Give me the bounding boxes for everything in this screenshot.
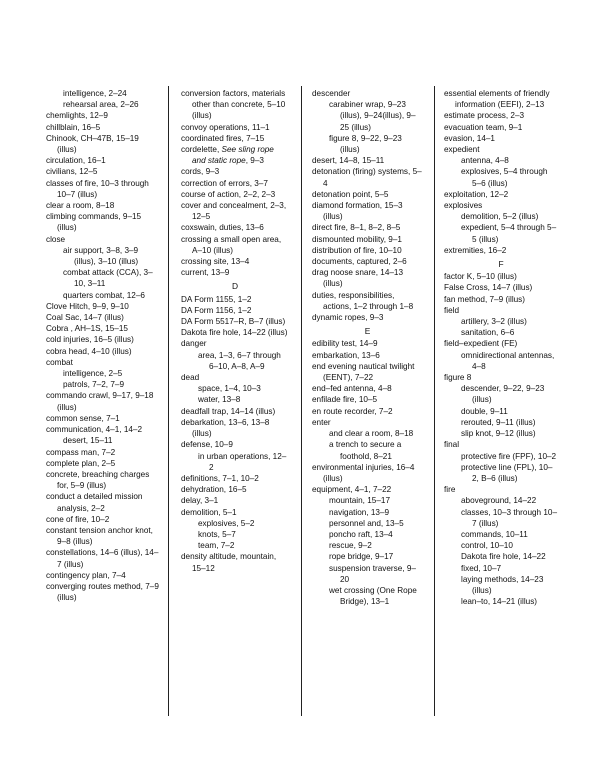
index-subentry	[444, 350, 558, 372]
index-entry	[181, 222, 289, 233]
index-subentry	[444, 211, 558, 222]
entry-text: poncho raft, 13–4	[329, 529, 393, 539]
index-subentry	[444, 551, 558, 562]
index-subentry	[444, 327, 558, 338]
entry-text: and clear a room, 8–18	[329, 429, 414, 439]
index-entry	[46, 514, 160, 525]
index-entry	[444, 144, 558, 155]
index-entry	[181, 417, 289, 439]
index-entry	[181, 327, 289, 338]
entry-text: protective fire (FPF), 10–2	[461, 451, 557, 461]
index-entry	[46, 424, 160, 435]
index-entry	[181, 495, 289, 506]
index-entry	[181, 166, 289, 177]
entry-text: danger	[181, 339, 207, 349]
index-entry	[444, 133, 558, 144]
section-letter: E	[364, 326, 371, 337]
entry-text: detonation (firing) systems, 5–4	[312, 167, 422, 188]
index-subentry	[444, 166, 558, 188]
index-subentry	[444, 495, 558, 506]
index-entry	[444, 484, 558, 495]
entry-text: end evening nautical twilight (EENT), 7–22	[312, 361, 415, 383]
index-entry	[46, 469, 160, 491]
entry-text: mountain, 15–17	[329, 496, 390, 506]
index-entry	[46, 390, 160, 412]
index-entry	[444, 305, 558, 316]
index-entry	[312, 222, 423, 233]
index-entry	[312, 290, 423, 312]
entry-text: rope bridge, 9–17	[329, 552, 394, 562]
index-entry	[312, 394, 423, 405]
index-entry	[312, 189, 423, 200]
index-subentry	[312, 133, 423, 155]
entry-text: detonation point, 5–5	[312, 189, 389, 199]
index-subentry	[46, 435, 160, 446]
index-subentry	[312, 518, 423, 529]
entry-text: Coal Sac, 14–7 (illus)	[46, 313, 124, 323]
index-entry	[46, 570, 160, 581]
entry-text: fire	[444, 485, 456, 495]
index-entry	[181, 189, 289, 200]
index-subentry	[312, 563, 423, 585]
entry-text: descender, 9–22, 9–23 (illus)	[461, 384, 545, 405]
index-entry	[181, 122, 289, 133]
entry-text: fixed, 10–7	[461, 563, 502, 573]
entry-text: communication, 4–1, 14–2	[46, 425, 143, 435]
index-entry	[46, 491, 160, 513]
entry-text: classes of fire, 10–3 through 10–7 (illus)	[46, 178, 149, 199]
entry-text: combat attack (CCA), 3–10, 3–11	[63, 268, 153, 289]
entry-text: water, 13–8	[198, 395, 241, 405]
entry-text: figure 8, 9–22, 9–23 (illus)	[329, 133, 402, 155]
section-letter: F	[498, 259, 504, 270]
entry-see-reference: See sling rope and static rope	[192, 145, 274, 166]
entry-text: coxswain, duties, 13–6	[181, 223, 264, 233]
column-divider	[434, 86, 435, 716]
entry-text: in urban operations, 12–2	[198, 451, 287, 472]
index-entry	[312, 361, 423, 383]
entry-text: definitions, 7–1, 10–2	[181, 473, 259, 483]
index-subentry	[444, 462, 558, 484]
index-subentry	[444, 155, 558, 166]
entry-text: desert, 14–8, 15–11	[312, 156, 385, 166]
index-subentry	[46, 290, 160, 301]
index-subentry	[181, 540, 289, 551]
entry-text: lean–to, 14–21 (illus)	[461, 597, 538, 607]
index-entry	[181, 267, 289, 278]
entry-text: field–expedient (FE)	[444, 339, 518, 349]
index-subentry	[444, 507, 558, 529]
index-subentry	[444, 451, 558, 462]
index-subentry	[46, 245, 160, 267]
index-entry	[181, 406, 289, 417]
entry-text: embarkation, 13–6	[312, 350, 380, 360]
entry-text: descender	[312, 89, 351, 98]
index-entry	[46, 312, 160, 323]
section-letter: D	[231, 281, 239, 292]
entry-text: aboveground, 14–22	[461, 496, 537, 506]
index-subentry	[444, 540, 558, 551]
index-entry	[444, 200, 558, 211]
entry-text: DA Form 1156, 1–2	[181, 305, 252, 315]
index-entry	[181, 88, 289, 122]
index-entry	[444, 88, 558, 110]
entry-text: converging routes method, 7–9 (illus)	[46, 581, 159, 603]
index-entry	[312, 166, 423, 188]
entry-text: commando crawl, 9–17, 9–18 (illus)	[46, 391, 154, 412]
index-entry	[312, 462, 423, 484]
index-subentry	[444, 417, 558, 428]
index-column-1	[46, 88, 160, 603]
entry-text: correction of errors, 3–7	[181, 178, 268, 188]
index-column-2	[181, 88, 289, 574]
entry-text: final	[444, 440, 460, 450]
entry-text-tail: , 9–3	[245, 156, 264, 166]
entry-text: intelligence, 2–5	[63, 369, 123, 379]
entry-text: exploitation, 12–2	[444, 189, 509, 199]
entry-text: navigation, 13–9	[329, 507, 390, 517]
entry-text: rescue, 9–2	[329, 541, 372, 551]
index-subentry	[444, 563, 558, 574]
entry-text: space, 1–4, 10–3	[198, 384, 261, 394]
index-entry	[46, 211, 160, 233]
index-entry	[181, 305, 289, 316]
index-entry	[312, 383, 423, 394]
index-subentry	[312, 585, 423, 607]
index-entry	[46, 234, 160, 245]
index-entry	[181, 256, 289, 267]
entry-text: en route recorder, 7–2	[312, 406, 393, 416]
index-entry	[46, 323, 160, 334]
index-subentry	[181, 383, 289, 394]
index-subentry	[312, 99, 423, 133]
index-entry	[444, 282, 558, 293]
entry-text: intelligence, 2–24	[63, 89, 127, 98]
entry-text: crossing a small open area, A–10 (illus)	[181, 234, 282, 255]
entry-text: classes, 10–3 through 10–7 (illus)	[461, 507, 558, 528]
entry-text: complete plan, 2–5	[46, 458, 116, 468]
index-subentry	[312, 551, 423, 562]
entry-text: explosives, 5–2	[198, 518, 255, 528]
entry-text: dismounted mobility, 9–1	[312, 234, 402, 244]
entry-text: Clove Hitch, 9–9, 9–10	[46, 301, 129, 311]
entry-text: omnidirectional antennas, 4–8	[461, 350, 555, 371]
index-entry	[312, 312, 423, 323]
index-entry	[444, 439, 558, 450]
index-subentry	[444, 316, 558, 327]
index-entry	[181, 316, 289, 327]
entry-text: debarkation, 13–6, 13–8 (illus)	[181, 417, 270, 439]
entry-text: chillblain, 16–5	[46, 122, 101, 132]
index-entry	[312, 267, 423, 289]
index-entry	[46, 581, 160, 603]
index-entry	[312, 484, 423, 495]
entry-text: constellations, 14–6 (illus), 14–7 (illus)	[46, 548, 159, 569]
index-entry	[46, 547, 160, 569]
index-entry	[46, 166, 160, 177]
entry-text: environmental injuries, 16–4 (illus)	[312, 462, 415, 483]
entry-text: evacuation team, 9–1	[444, 122, 523, 132]
entry-text: civilians, 12–5	[46, 167, 98, 177]
index-subentry	[444, 574, 558, 596]
index-entry	[46, 346, 160, 357]
entry-text: end–fed antenna, 4–8	[312, 384, 392, 394]
entry-text: cone of fire, 10–2	[46, 514, 110, 524]
entry-text: carabiner wrap, 9–23 (illus), 9–24(illus), 9–25 (illus)	[329, 100, 416, 132]
index-entry	[181, 133, 289, 144]
entry-text: direct fire, 8–1, 8–2, 8–5	[312, 223, 401, 233]
entry-text: antenna, 4–8	[461, 156, 509, 166]
index-entry	[181, 178, 289, 189]
entry-text: demolition, 5–2 (illus)	[461, 212, 539, 222]
index-entry	[46, 301, 160, 312]
index-subentry	[46, 379, 160, 390]
entry-text: convoy operations, 11–1	[181, 122, 270, 132]
entry-text: equipment, 4–1, 7–22	[312, 485, 392, 495]
entry-text: close	[46, 234, 66, 244]
entry-text: documents, captured, 2–6	[312, 257, 407, 267]
index-subentry	[181, 529, 289, 540]
entry-text: distribution of fire, 10–10	[312, 245, 402, 255]
index-subentry	[181, 451, 289, 473]
index-entry	[181, 200, 289, 222]
index-entry	[444, 110, 558, 121]
entry-text: laying methods, 14–23 (illus)	[461, 574, 544, 595]
index-subentry	[444, 596, 558, 607]
index-entry	[46, 178, 160, 200]
index-subentry	[444, 529, 558, 540]
entry-text: rerouted, 9–11 (illus)	[461, 417, 536, 427]
index-entry	[312, 245, 423, 256]
entry-text: concrete, breaching charges for, 5–9 (illus)	[46, 469, 150, 491]
entry-text: DA Form 5517–R, B–7 (illus)	[181, 317, 286, 327]
entry-text: evasion, 14–1	[444, 133, 495, 143]
index-entry	[181, 551, 289, 573]
entry-text: coordinated fires, 7–15	[181, 133, 265, 143]
entry-text: current, 13–9	[181, 268, 230, 278]
index-entry	[46, 357, 160, 368]
entry-text: team, 7–2	[198, 541, 235, 551]
entry-text: knots, 5–7	[198, 529, 236, 539]
index-entry	[181, 484, 289, 495]
index-subentry	[312, 540, 423, 551]
entry-text: enfilade fire, 10–5	[312, 395, 378, 405]
index-entry	[312, 234, 423, 245]
index-subentry	[181, 518, 289, 529]
entry-text: commands, 10–11	[461, 529, 528, 539]
index-subentry	[181, 350, 289, 372]
index-entry	[181, 338, 289, 349]
entry-text: estimate process, 2–3	[444, 111, 525, 121]
entry-text: cold injuries, 16–5 (illus)	[46, 335, 134, 345]
entry-text: quarters combat, 12–6	[63, 290, 145, 300]
entry-text: constant tension anchor knot, 9–8 (illus)	[46, 525, 153, 547]
index-entry	[181, 144, 289, 166]
entry-text: cobra head, 4–10 (illus)	[46, 346, 132, 356]
entry-text: area, 1–3, 6–7 through 6–10, A–8, A–9	[198, 350, 281, 371]
entry-text: double, 9–11	[461, 406, 508, 416]
entry-text: contingency plan, 7–4	[46, 570, 126, 580]
index-subentry	[312, 529, 423, 540]
index-entry	[312, 200, 423, 222]
index-subentry	[181, 394, 289, 405]
index-entry	[46, 133, 160, 155]
entry-text: air support, 3–8, 3–9 (illus), 3–10 (illus)	[63, 245, 139, 267]
entry-text: explosives, 5–4 through 5–6 (illus)	[461, 167, 548, 188]
index-entry	[181, 439, 289, 450]
entry-text: Dakota fire hole, 14–22 (illus)	[181, 328, 288, 338]
entry-text: Chinook, CH–47B, 15–19 (illus)	[46, 133, 139, 155]
entry-text: dehydration, 16–5	[181, 485, 247, 495]
index-entry	[181, 294, 289, 305]
entry-text: duties, responsibilities, actions, 1–2 through 1–8	[312, 290, 414, 311]
index-entry	[46, 110, 160, 121]
entry-text: circulation, 16–1	[46, 156, 106, 166]
entry-text: expedient, 5–4 through 5–5 (illus)	[461, 223, 557, 244]
index-subentry	[46, 267, 160, 289]
entry-text: Cobra , AH–1S, 15–15	[46, 324, 128, 334]
entry-text: wet crossing (One Rope Bridge), 13–1	[329, 585, 417, 607]
entry-text: expedient	[444, 145, 480, 155]
index-column-4	[444, 88, 558, 607]
index-subentry	[46, 88, 160, 99]
entry-text: explosives	[444, 201, 483, 211]
index-entry	[444, 245, 558, 256]
index-entry	[444, 294, 558, 305]
index-entry	[46, 525, 160, 547]
index-subentry	[444, 428, 558, 439]
entry-text: conduct a detailed mission analysis, 2–2	[46, 492, 143, 513]
index-entry	[444, 189, 558, 200]
entry-text: patrols, 7–2, 7–9	[63, 380, 124, 390]
index-subentry	[46, 99, 160, 110]
index-entry	[312, 338, 423, 349]
entry-text: extremities, 16–2	[444, 245, 507, 255]
column-divider	[301, 86, 302, 716]
index-entry	[181, 473, 289, 484]
entry-text: fan method, 7–9 (illus)	[444, 294, 526, 304]
index-entry	[181, 234, 289, 256]
entry-text: field	[444, 305, 460, 315]
index-entry	[312, 350, 423, 361]
entry-text: cordelette,	[181, 145, 222, 155]
index-entry	[46, 447, 160, 458]
index-entry	[444, 338, 558, 349]
entry-text: clear a room, 8–18	[46, 201, 115, 211]
index-subentry	[444, 383, 558, 405]
index-entry	[46, 458, 160, 469]
entry-text: Dakota fire hole, 14–22	[461, 552, 546, 562]
entry-text: False Cross, 14–7 (illus)	[444, 283, 533, 293]
entry-text: desert, 15–11	[63, 436, 113, 446]
entry-text: defense, 10–9	[181, 440, 233, 450]
index-entry	[444, 122, 558, 133]
entry-text: climbing commands, 9–15 (illus)	[46, 212, 142, 233]
entry-text: DA Form 1155, 1–2	[181, 294, 252, 304]
index-entry	[46, 122, 160, 133]
entry-text: artillery, 3–2 (illus)	[461, 317, 527, 327]
entry-text: compass man, 7–2	[46, 447, 116, 457]
index-entry	[444, 271, 558, 282]
entry-text: dynamic ropes, 9–3	[312, 313, 384, 323]
entry-text: chemlights, 12–9	[46, 111, 108, 121]
entry-text: demolition, 5–1	[181, 507, 237, 517]
index-entry	[46, 155, 160, 166]
entry-text: delay, 3–1	[181, 496, 219, 506]
entry-text: deadfall trap, 14–14 (illus)	[181, 406, 276, 416]
index-entry	[46, 413, 160, 424]
entry-text: combat	[46, 357, 73, 367]
entry-text: dead	[181, 373, 200, 383]
index-entry	[181, 372, 289, 383]
entry-text: essential elements of friendly information (EEFI), 2–13	[444, 89, 550, 110]
entry-text: density altitude, mountain, 15–12	[181, 552, 277, 573]
entry-text: diamond formation, 15–3 (illus)	[312, 201, 403, 222]
entry-text: a trench to secure a foothold, 8–21	[329, 440, 402, 461]
index-subentry	[444, 406, 558, 417]
entry-text: conversion factors, materials other than concrete, 5–10 (illus)	[181, 89, 286, 121]
index-subentry	[444, 222, 558, 244]
entry-text: figure 8	[444, 373, 472, 383]
entry-text: common sense, 7–1	[46, 413, 120, 423]
entry-text: slip knot, 9–12 (illus)	[461, 429, 536, 439]
index-entry	[181, 507, 289, 518]
entry-text: course of action, 2–2, 2–3	[181, 189, 276, 199]
entry-text: edibility test, 14–9	[312, 339, 378, 349]
entry-text: crossing site, 13–4	[181, 257, 250, 267]
entry-text: sanitation, 6–6	[461, 328, 515, 338]
index-entry	[312, 417, 423, 428]
entry-text: protective line (FPL), 10–2, B–6 (illus)	[461, 462, 553, 483]
index-subentry	[312, 507, 423, 518]
index-column-3	[312, 88, 423, 607]
entry-text: control, 10–10	[461, 541, 513, 551]
index-subentry	[312, 439, 423, 461]
entry-text: rehearsal area, 2–26	[63, 100, 139, 110]
entry-text: cords, 9–3	[181, 167, 220, 177]
index-subentry	[312, 428, 423, 439]
index-entry	[46, 334, 160, 345]
index-entry	[312, 88, 423, 99]
entry-text: personnel and, 13–5	[329, 518, 404, 528]
index-entry	[312, 256, 423, 267]
entry-text: drag noose snare, 14–13 (illus)	[312, 268, 404, 289]
index-entry	[312, 155, 423, 166]
index-subentry	[46, 368, 160, 379]
entry-text: factor K, 5–10 (illus)	[444, 272, 517, 282]
entry-text: cover and concealment, 2–3, 12–5	[181, 201, 287, 222]
index-entry	[444, 372, 558, 383]
index-entry	[312, 406, 423, 417]
entry-text: enter	[312, 417, 331, 427]
column-divider	[168, 86, 169, 716]
index-entry	[46, 200, 160, 211]
entry-text: suspension traverse, 9–20	[329, 563, 416, 584]
index-subentry	[312, 495, 423, 506]
